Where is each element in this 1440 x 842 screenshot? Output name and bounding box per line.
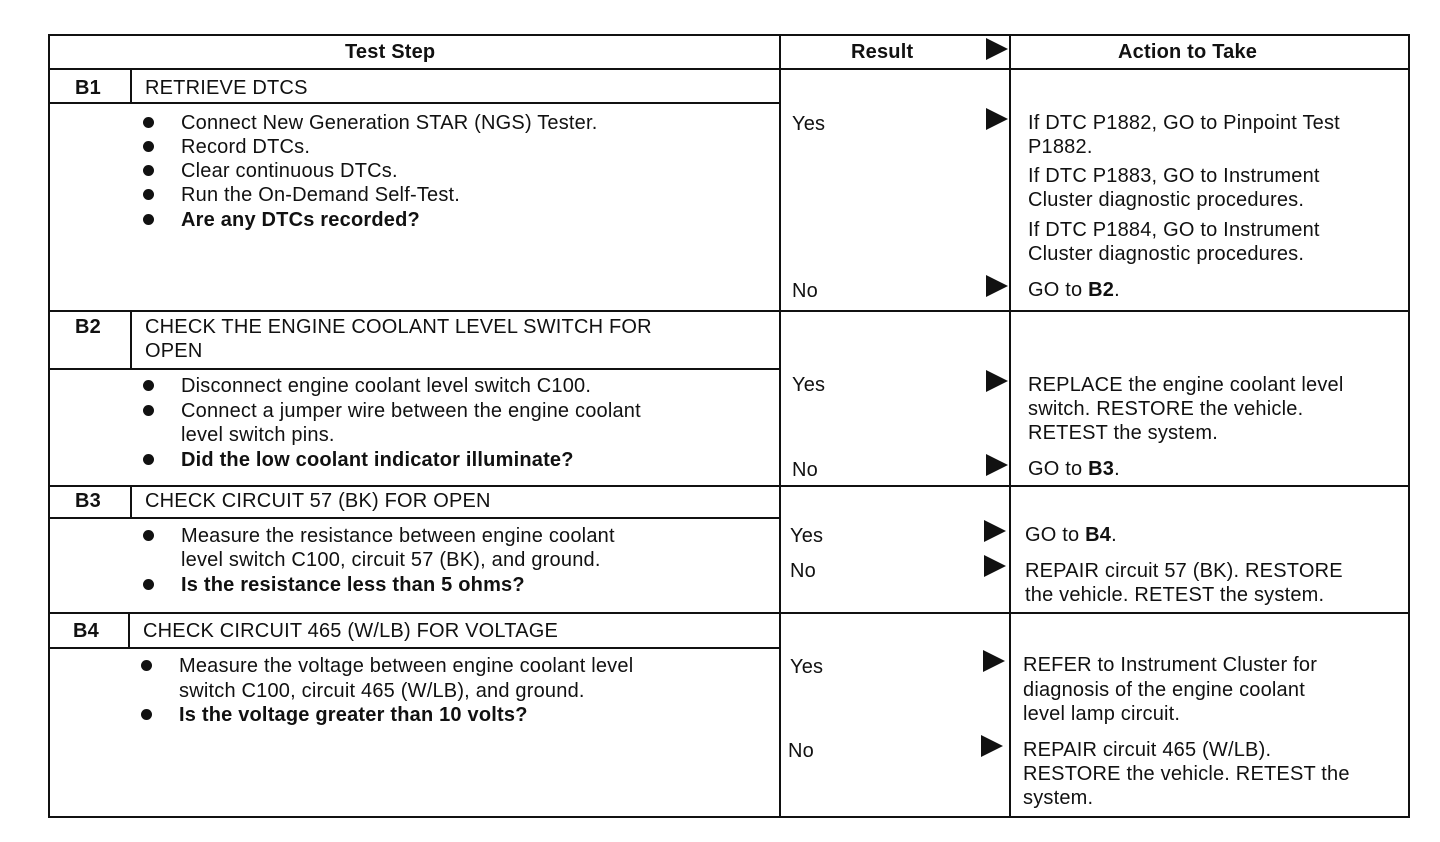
bullet-icon — [143, 117, 154, 128]
title-rule — [48, 368, 780, 370]
title-rule — [48, 517, 780, 519]
arrow-icon — [984, 520, 1006, 542]
action-line: system. — [1023, 787, 1094, 809]
step-title: RETRIEVE DTCS — [145, 77, 308, 99]
step-id: B4 — [73, 620, 99, 642]
action-line: the vehicle. RETEST the system. — [1025, 584, 1325, 606]
action-line: GO to B3. — [1028, 458, 1120, 480]
action-line: P1882. — [1028, 136, 1093, 158]
step-bullet: Connect a jumper wire between the engine coolant — [181, 400, 641, 422]
step-question: Is the voltage greater than 10 volts? — [179, 704, 528, 726]
step-bullet: Measure the voltage between engine coolant level — [179, 655, 634, 677]
action-line: RETEST the system. — [1028, 422, 1218, 444]
step-title: OPEN — [145, 340, 203, 362]
step-bullet: switch C100, circuit 465 (W/LB), and ground. — [179, 680, 585, 702]
action-line: GO to B4. — [1025, 524, 1117, 546]
arrow-icon — [983, 650, 1005, 672]
bullet-icon — [143, 454, 154, 465]
arrow-icon — [984, 555, 1006, 577]
step-bullet: Disconnect engine coolant level switch C100. — [181, 375, 592, 397]
step-id: B2 — [75, 316, 101, 338]
step-question: Is the resistance less than 5 ohms? — [181, 574, 525, 596]
step-bullet: Connect New Generation STAR (NGS) Tester. — [181, 112, 598, 134]
step-id: B3 — [75, 490, 101, 512]
header-result: Result — [851, 41, 914, 63]
header-rule — [48, 68, 1410, 70]
bullet-icon — [143, 579, 154, 590]
step-bullet: level switch pins. — [181, 424, 335, 446]
result-label: Yes — [790, 525, 824, 547]
arrow-icon — [986, 275, 1008, 297]
step-bullet: Measure the resistance between engine coolant — [181, 525, 615, 547]
id-divider — [130, 486, 132, 518]
row-rule — [48, 485, 1410, 487]
bullet-icon — [141, 709, 152, 720]
bullet-icon — [143, 141, 154, 152]
step-bullet: level switch C100, circuit 57 (BK), and ground. — [181, 549, 601, 571]
action-line: REFER to Instrument Cluster for — [1023, 654, 1318, 676]
column-divider — [779, 34, 781, 818]
bullet-icon — [143, 165, 154, 176]
step-question: Are any DTCs recorded? — [181, 209, 420, 231]
title-rule — [48, 102, 780, 104]
action-line: Cluster diagnostic procedures. — [1028, 243, 1305, 265]
result-label: Yes — [790, 656, 824, 678]
step-bullet: Run the On-Demand Self-Test. — [181, 184, 461, 206]
bullet-icon — [143, 380, 154, 391]
action-line: If DTC P1882, GO to Pinpoint Test — [1028, 112, 1340, 134]
bullet-icon — [143, 530, 154, 541]
arrow-icon — [986, 454, 1008, 476]
bullet-icon — [143, 405, 154, 416]
arrow-icon — [986, 370, 1008, 392]
step-bullet: Clear continuous DTCs. — [181, 160, 398, 182]
result-label: No — [788, 740, 814, 762]
step-title: CHECK CIRCUIT 57 (BK) FOR OPEN — [145, 490, 491, 512]
result-label: No — [792, 459, 818, 481]
action-line: level lamp circuit. — [1023, 703, 1181, 725]
bullet-icon — [141, 660, 152, 671]
result-label: No — [792, 280, 818, 302]
id-divider — [130, 312, 132, 368]
action-line: diagnosis of the engine coolant — [1023, 679, 1305, 701]
header-test-step: Test Step — [345, 41, 436, 63]
row-rule — [48, 612, 1410, 614]
row-rule — [48, 310, 1410, 312]
action-line: REPAIR circuit 57 (BK). RESTORE — [1025, 560, 1343, 582]
bullet-icon — [143, 189, 154, 200]
column-divider — [1009, 34, 1011, 818]
action-line: If DTC P1884, GO to Instrument — [1028, 219, 1320, 241]
step-title: CHECK CIRCUIT 465 (W/LB) FOR VOLTAGE — [143, 620, 559, 642]
step-question: Did the low coolant indicator illuminate? — [181, 449, 574, 471]
id-divider — [128, 614, 130, 648]
header-action: Action to Take — [1118, 41, 1258, 63]
arrow-icon — [986, 108, 1008, 130]
id-divider — [130, 68, 132, 102]
title-rule — [48, 647, 780, 649]
action-line: GO to B2. — [1028, 279, 1120, 301]
arrow-icon — [981, 735, 1003, 757]
step-title: CHECK THE ENGINE COOLANT LEVEL SWITCH FOR — [145, 316, 652, 338]
action-line: REPLACE the engine coolant level — [1028, 374, 1344, 396]
arrow-icon — [986, 38, 1008, 60]
bullet-icon — [143, 214, 154, 225]
action-line: REPAIR circuit 465 (W/LB). — [1023, 739, 1272, 761]
action-line: If DTC P1883, GO to Instrument — [1028, 165, 1320, 187]
action-line: RESTORE the vehicle. RETEST the — [1023, 763, 1350, 785]
action-line: Cluster diagnostic procedures. — [1028, 189, 1305, 211]
action-line: switch. RESTORE the vehicle. — [1028, 398, 1304, 420]
step-id: B1 — [75, 77, 101, 99]
result-label: Yes — [792, 113, 826, 135]
result-label: No — [790, 560, 816, 582]
result-label: Yes — [792, 374, 826, 396]
step-bullet: Record DTCs. — [181, 136, 311, 158]
